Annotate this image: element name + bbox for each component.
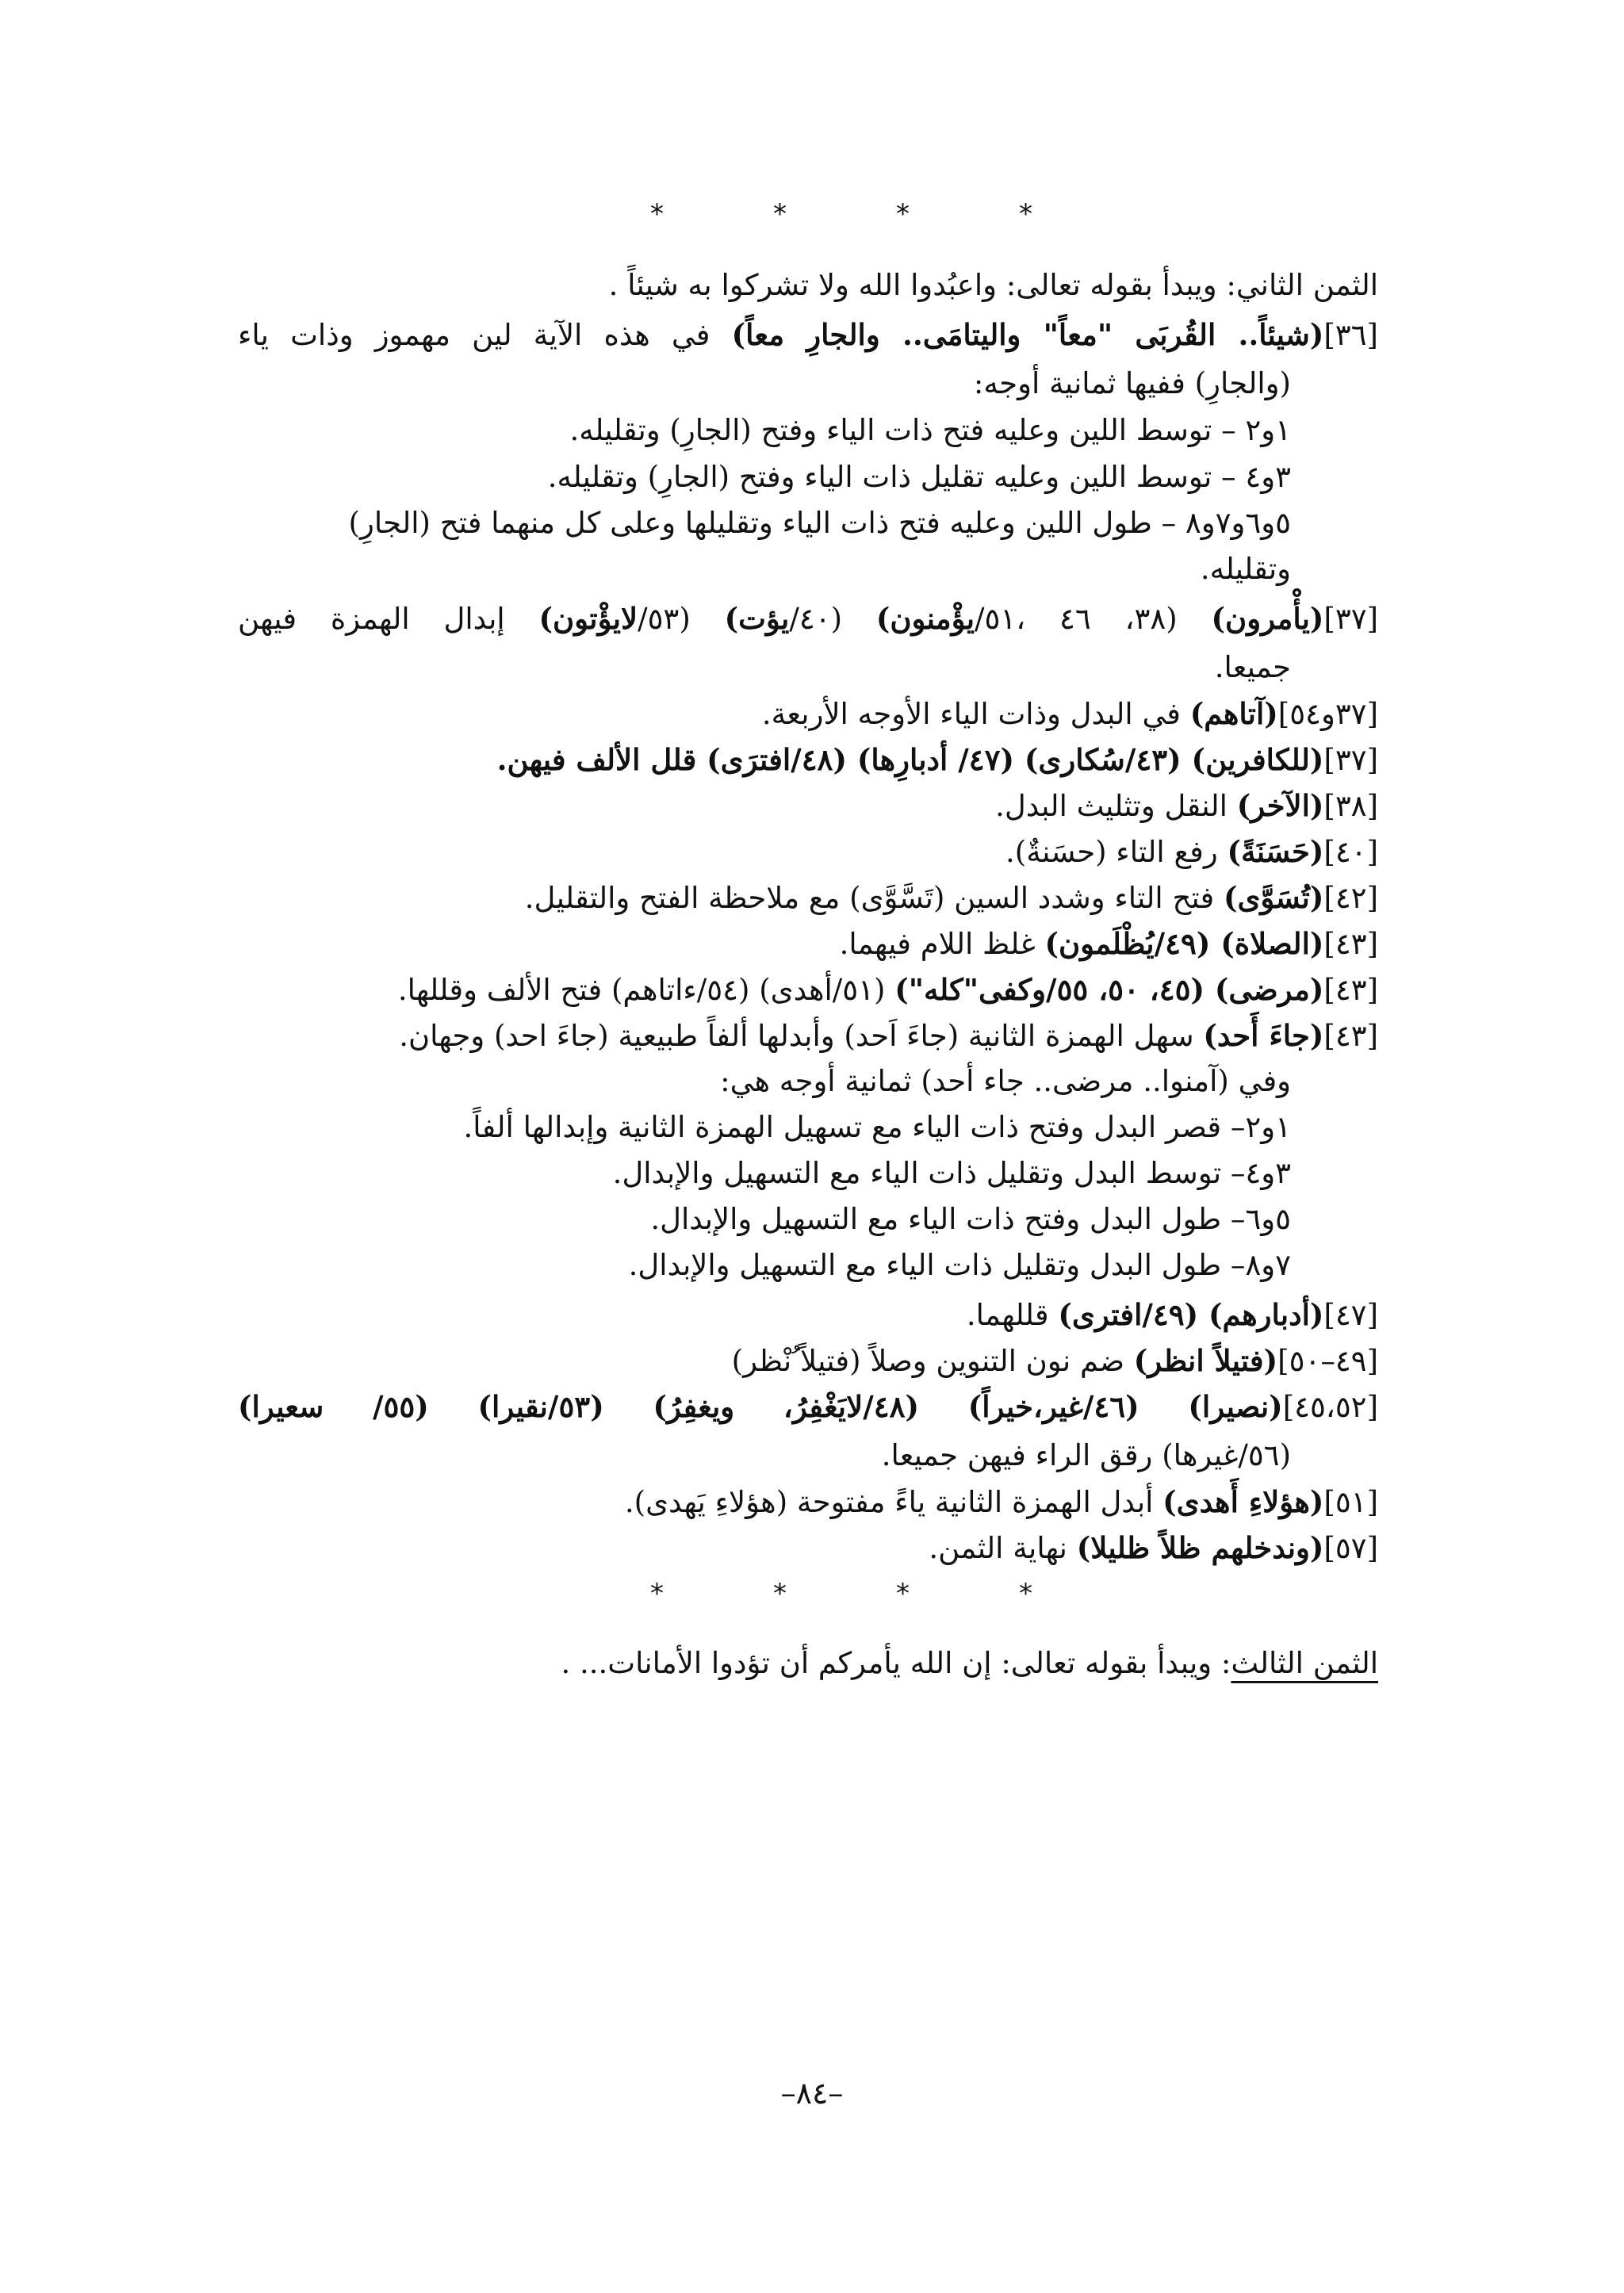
entry-37b: [٣٧](للكافرين) (٤٣/سُكارى) (٤٧/ أدبارِها) (٤٨/افترَى) قلل الألف فيهن. xyxy=(496,742,1378,777)
amanu-intro: وفي (آمنوا.. مرضى.. جاء أحد) ثمانية أوجه هي: xyxy=(720,1064,1291,1098)
entry-36-option: ٥و٦و٧و٨ – طول اللين وعليه فتح ذات الياء وتقليلها وعلى كل منهما فتح (الجارِ) xyxy=(348,506,1291,540)
separator-top: * * * * xyxy=(650,198,1032,230)
entry-43c: [٤٣](جاءَ أَحد) سهل الهمزة الثانية (جاءَ اَحد) وأبدلها ألفاً طبيعية (جاءَ احد) وجهان. xyxy=(399,1018,1378,1053)
separator-bottom: * * * * xyxy=(650,1578,1032,1610)
entry-36-cont: (والجارِ) ففيها ثمانية أوجه: xyxy=(973,366,1291,400)
entry-45-cont: (٥٦/غيرها) رقق الراء فيهن جميعا. xyxy=(881,1438,1291,1472)
entry-40: [٤٠](حَسَنَةً) رفع التاء (حسَنةٌ). xyxy=(1005,834,1378,869)
entry-43a: [٤٣](الصلاة) (٤٩/يُظْلَمون) غلظ اللام فيهما. xyxy=(839,926,1378,961)
page-number: –٨٤– xyxy=(780,2076,844,2111)
entry-57: [٥٧](وندخلهم ظلاً ظليلا) نهاية الثمن. xyxy=(929,1530,1378,1565)
entry-36-option: ١و٢ – توسط اللين وعليه فتح ذات الياء وفتح (الجارِ) وتقليله. xyxy=(569,413,1291,447)
entry-36-option-cont: وتقليله. xyxy=(1200,552,1291,586)
amanu-option: ٣و٤– توسط البدل وتقليل ذات الياء مع التسهيل والإبدال. xyxy=(612,1156,1291,1190)
thumn-heading-3: الثمن الثالث: ويبدأ بقوله تعالى: إن الله يأمركم أن تؤدوا الأمانات... . xyxy=(561,1646,1378,1680)
entry-45: [٤٥،٥٢](نصيرا) (٤٦/غير،خيراً) (٤٨/لايَغْفِرُ، ويغفِرُ) (٥٣/نقيرا) (٥٥/ سعيرا) xyxy=(238,1389,1378,1424)
entry-43b: [٤٣](مرضى) (٤٥، ٥٠، ٥٥/وكفى"كله") (٥١/أهدى) (٥٤/ءاتاهم) فتح الألف وقللها. xyxy=(397,972,1378,1007)
entry-36-option: ٣و٤ – توسط اللين وعليه تقليل ذات الياء وفتح (الجارِ) وتقليله. xyxy=(547,460,1291,494)
entry-38: [٣٨](الآخر) النقل وتثليث البدل. xyxy=(995,788,1378,823)
entry-37-cont: جميعا. xyxy=(1214,650,1291,684)
entry-47: [٤٧](أدبارهم) (٤٩/افترى) قللهما. xyxy=(966,1297,1378,1332)
amanu-option: ١و٢– قصر البدل وفتح ذات الياء مع تسهيل الهمزة الثانية وإبدالها ألفاً. xyxy=(463,1110,1291,1144)
entry-51: [٥١](هؤلاءِ أَهدى) أبدل الهمزة الثانية ياءً مفتوحة (هؤلاءِ يَهدى). xyxy=(624,1484,1378,1519)
thumn-heading-2: الثمن الثاني: ويبدأ بقوله تعالى: واعبُدوا الله ولا تشركوا به شيئاً . xyxy=(608,268,1378,302)
entry-36: [٣٦](شيئاً.. القُربَى "معاً" واليتامَى.. والجارِ معاً) في هذه الآية لين مهموز وذات ياء xyxy=(238,317,1378,352)
entry-42: [٤٢](تُسَوَّى) فتح التاء وشدد السين (تَسَّوَّى) مع ملاحظة الفتح والتقليل. xyxy=(524,880,1378,915)
entry-37: [٣٧](يأْمرون) (٣٨، ٤٦ ،٥١/يؤْمنون) (٤٠/يؤت) (٥٣/لايؤْتون) إبدال الهمزة فيهن xyxy=(238,601,1379,636)
entry-49: [٤٩–٥٠](فتيلاً انظر) ضم نون التنوين وصلاً (فتيلاً ُنْظر) xyxy=(731,1343,1378,1378)
amanu-option: ٧و٨– طول البدل وتقليل ذات الياء مع التسهيل والإبدال. xyxy=(628,1248,1291,1282)
amanu-option: ٥و٦– طول البدل وفتح ذات الياء مع التسهيل والإبدال. xyxy=(650,1202,1291,1236)
entry-37-54: [٣٧و٥٤](آتاهم) في البدل وذات الياء الأوجه الأربعة. xyxy=(761,696,1378,731)
